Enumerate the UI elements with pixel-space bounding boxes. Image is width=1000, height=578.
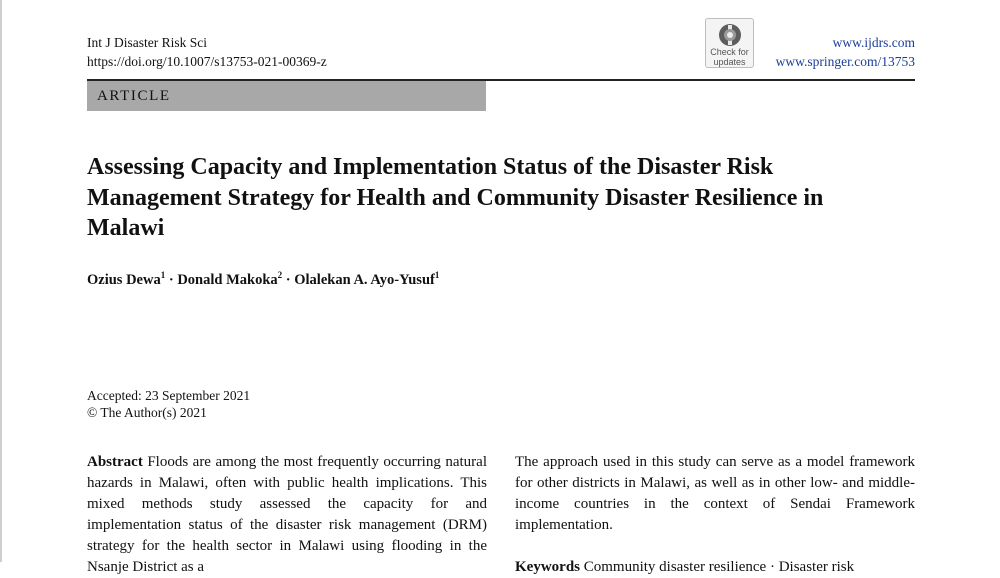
right-column: [515, 452, 915, 578]
author-list: [87, 270, 439, 289]
author-name[interactable]: Olalekan A. Ayo-Yusuf: [294, 271, 435, 288]
updates-label: updates: [713, 57, 746, 67]
check-for-updates-badge[interactable]: [705, 18, 754, 68]
accepted-date: Accepted: 23 September 2021: [87, 388, 251, 403]
author-affiliation: 1: [160, 270, 166, 280]
keywords-text: Community disaster resilience · Disaster risk: [580, 559, 855, 575]
author-name[interactable]: Donald Makoka: [177, 271, 278, 288]
ijdrs-link[interactable]: www.ijdrs.com: [832, 35, 915, 50]
right-column-paragraph: The approach used in this study can serve as a model framework for other districts in Malawi, as well as in other low- and middle-income countries in the context of Sendai Framework implementation.: [515, 454, 915, 533]
springer-link[interactable]: www.springer.com/13753: [775, 54, 915, 69]
page-edge: [0, 0, 2, 562]
crossmark-icon: [718, 23, 742, 47]
journal-info: [87, 33, 327, 71]
abstract-paragraph: [87, 452, 487, 578]
abstract-column: [87, 452, 487, 578]
publication-dates: [87, 387, 250, 421]
doi-link[interactable]: https://doi.org/10.1007/s13753-021-00369-z: [87, 54, 327, 69]
author-separator: ·: [282, 271, 295, 288]
copyright-line: © The Author(s) 2021: [87, 405, 207, 420]
abstract-text: Floods are among the most frequently occurring natural hazards in Malawi, often with public health implications. This mixed methods study assessed the capacity for and implementation status of the disaster risk management (DRM) strategy for the health sector in Malawi using flooding in the Nsanje District as a: [87, 454, 487, 575]
check-for-label: Check for: [710, 47, 749, 57]
journal-links: [776, 33, 915, 71]
author-separator: ·: [165, 271, 178, 288]
article-type-bar: ARTICLE: [87, 81, 486, 111]
abstract-label: Abstract: [87, 454, 143, 470]
author-name[interactable]: Ozius Dewa: [87, 271, 161, 288]
paper-title: Assessing Capacity and Implementation Status of the Disaster Risk Management Strategy for Health and Community Disaster Resilience in Malawi: [87, 154, 824, 241]
author-affiliation: 2: [277, 270, 283, 280]
keywords-paragraph: [515, 557, 915, 578]
keywords-label: Keywords: [515, 559, 580, 575]
journal-name: Int J Disaster Risk Sci: [87, 35, 207, 50]
author-affiliation: 1: [434, 270, 440, 280]
